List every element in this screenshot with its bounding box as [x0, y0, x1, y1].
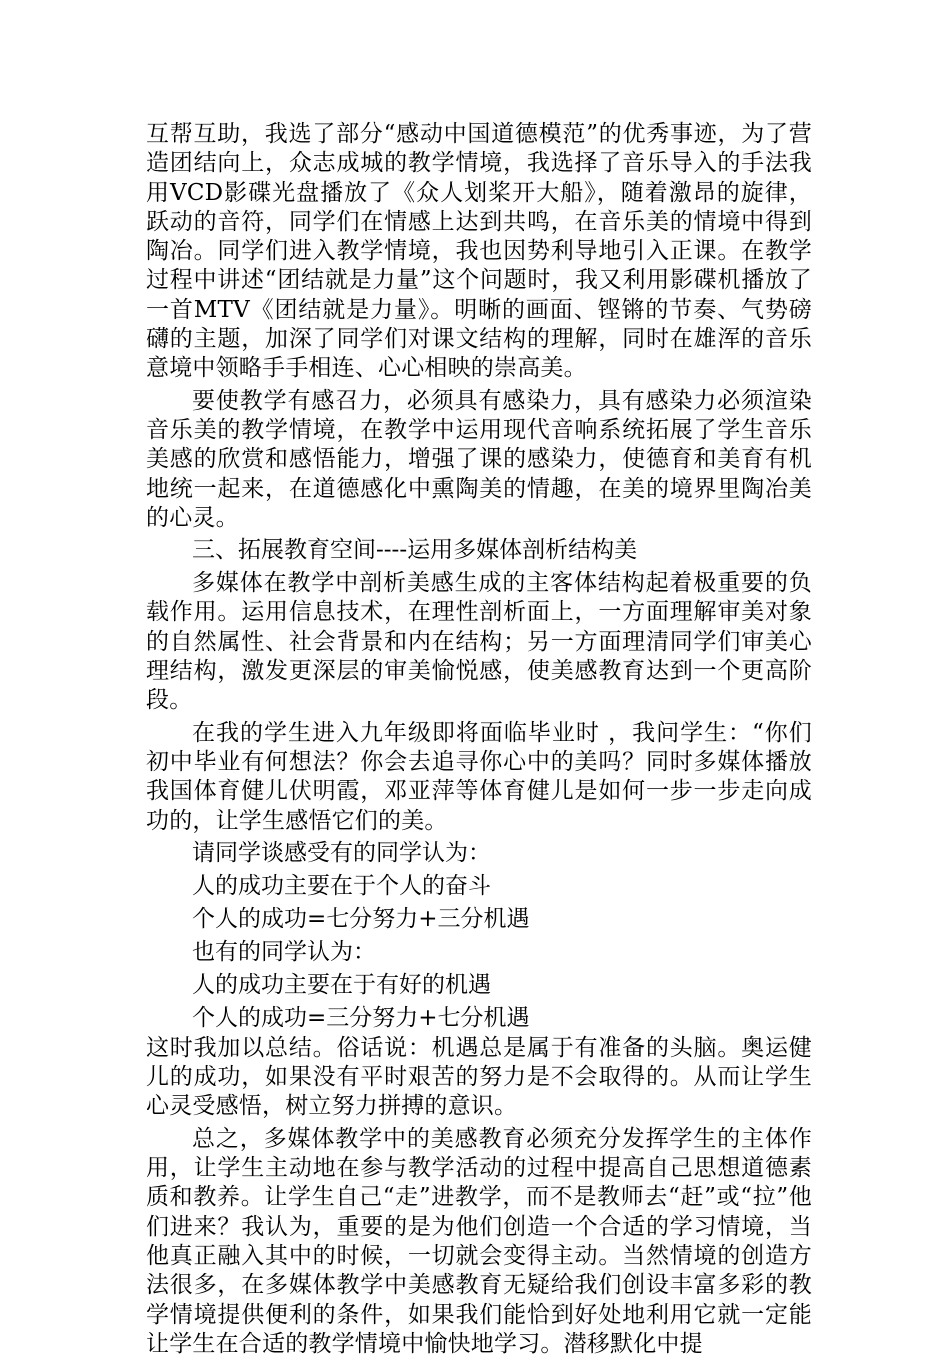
document-body [146, 120, 812, 1359]
paragraph-summary: 这时我加以总结。俗话说：机遇总是属于有准备的头脑。奥运健儿的成功，如果没有平时艰苦的努力是不会取得的。从而让学生心灵受感悟，树立努力拼搏的意识。 [146, 1034, 812, 1120]
list-item: 人的成功主要在于个人的奋斗 [192, 872, 491, 899]
list-item: 人的成功主要在于有好的机遇 [192, 971, 491, 998]
paragraph-music-teaching: 互帮互助，我选了部分“感动中国道德模范”的优秀事迹，为了营造团结向上，众志成城的教学情境，我选择了音乐导入的手法我用VCD影碟光盘播放了《众人划桨开大船》，随着激昂的旋律，跃动的音符，同学们在情感上达到共鸣，在音乐美的情境中得到陶冶。同学们进入教学情境，我也因势利导地引入正课。在教学过程中讲述“团结就是力量”这个问题时，我又利用影碟机播放了一首MTV《团结就是力量》。明晰的画面、铿锵的节奏、气势磅礴的主题，加深了同学们对课文结构的理解，同时在雄浑的音乐意境中领略手手相连、心心相映的崇高美。 [146, 121, 812, 382]
list-item: 个人的成功=七分努力+三分机遇 [192, 905, 530, 932]
list-item: 请同学谈感受有的同学认为： [192, 839, 491, 866]
paragraph-graduation-question: 在我的学生进入九年级即将面临毕业时 ，我问学生：“你们初中毕业有何想法？你会去追寻你心中的美吗？同时多媒体播放我国体育健儿伏明霞，邓亚萍等体育健儿是如何一步一步走向成功的，让学生感悟它们的美。 [146, 719, 812, 834]
list-item: 也有的同学认为： [192, 938, 376, 965]
paragraph-multimedia-structure: 多媒体在教学中剖析美感生成的主客体结构起着极重要的负载作用。运用信息技术，在理性剖析面上，一方面理解审美对象的自然属性、社会背景和内在结构；另一方面理清同学们审美心理结构，激发更深层的审美愉悦感，使美感教育达到一个更高阶段。 [146, 570, 812, 714]
list-item: 个人的成功=三分努力+七分机遇 [192, 1004, 530, 1031]
paragraph-appeal: 要使教学有感召力，必须具有感染力，具有感染力必须渲染音乐美的教学情境，在教学中运用现代音响系统拓展了学生音乐美感的欣赏和感悟能力，增强了课的感染力，使德育和美育有机地统一起来，在道德感化中熏陶美的情趣，在美的境界里陶冶美的心灵。 [146, 387, 812, 531]
paragraph-conclusion: 总之，多媒体教学中的美感教育必须充分发挥学生的主体作用，让学生主动地在参与教学活动的过程中提高自己思想道德素质和教养。让学生自己“走”进教学，而不是教师去“赶”或“拉”他们进来？我认为，重要的是为他们创造一个合适的学习情境，当他真正融入其中的时候，一切就会变得主动。当然情境的创造方法很多，在多媒体教学中美感教育无疑给我们创设丰富多彩的教学情境提供便利的条件，如果我们能恰到好处地利用它就一定能让学生在合适的教学情境中愉快地学习。潜移默化中提 [146, 1125, 812, 1357]
section-heading-3: 三、拓展教育空间----运用多媒体剖析结构美 [192, 537, 638, 564]
